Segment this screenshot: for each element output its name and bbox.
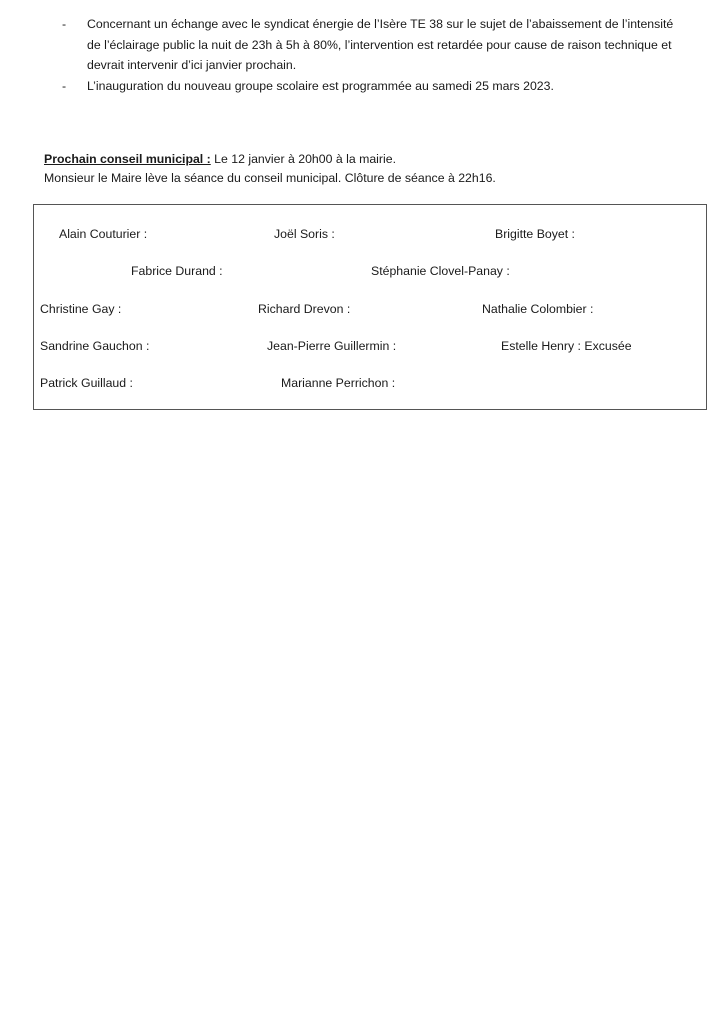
- bullet-text: [87, 14, 678, 76]
- bullet-line: L’inauguration du nouveau groupe scolaire est programmée au samedi 25 mars 2023.: [87, 78, 554, 93]
- signature-entry: Fabrice Durand :: [131, 264, 223, 278]
- signature-entry: Marianne Perrichon :: [281, 376, 396, 390]
- next-council-line: [44, 150, 684, 169]
- bullet-marker: -: [62, 17, 67, 31]
- signature-entry: Brigitte Boyet :: [495, 227, 575, 241]
- signature-entry: Stéphanie Clovel-Panay :: [371, 264, 510, 278]
- signature-entry: Jean-Pierre Guillermin :: [267, 339, 397, 353]
- signature-entry: Richard Drevon :: [258, 302, 351, 316]
- bullet-text: [87, 76, 678, 97]
- signature-box: [33, 204, 707, 410]
- signature-entry: Estelle Henry : Excusée: [501, 339, 632, 353]
- bullet-marker: -: [62, 78, 67, 93]
- next-council-label: Prochain conseil municipal :: [44, 152, 211, 166]
- next-council-value: Le 12 janvier à 20h00 à la mairie.: [210, 152, 396, 166]
- bullet-line: devrait intervenir d’ici janvier prochain.: [87, 58, 297, 72]
- bullet-line: de l’éclairage public la nuit de 23h à 5h à 80%, l’intervention est retardée pour cause de raison technique et: [87, 37, 672, 52]
- bullet-list: [62, 14, 678, 96]
- signature-entry: Joël Soris :: [274, 227, 335, 241]
- signature-entry: Christine Gay :: [40, 302, 122, 316]
- bullet-item: [62, 76, 678, 97]
- signature-entry: Alain Couturier :: [59, 227, 148, 241]
- bullet-line: Concernant un échange avec le syndicat énergie de l’Isère TE 38 sur le sujet de l’abaissement de l’intensité: [87, 17, 674, 31]
- next-council-section: [44, 150, 684, 188]
- signature-entry: Sandrine Gauchon :: [40, 339, 150, 353]
- bullet-item: [62, 14, 678, 76]
- closing-statement: Monsieur le Maire lève la séance du conseil municipal. Clôture de séance à 22h16.: [44, 171, 496, 185]
- signature-entry: Patrick Guillaud :: [40, 376, 133, 390]
- signature-entry: Nathalie Colombier :: [482, 302, 594, 316]
